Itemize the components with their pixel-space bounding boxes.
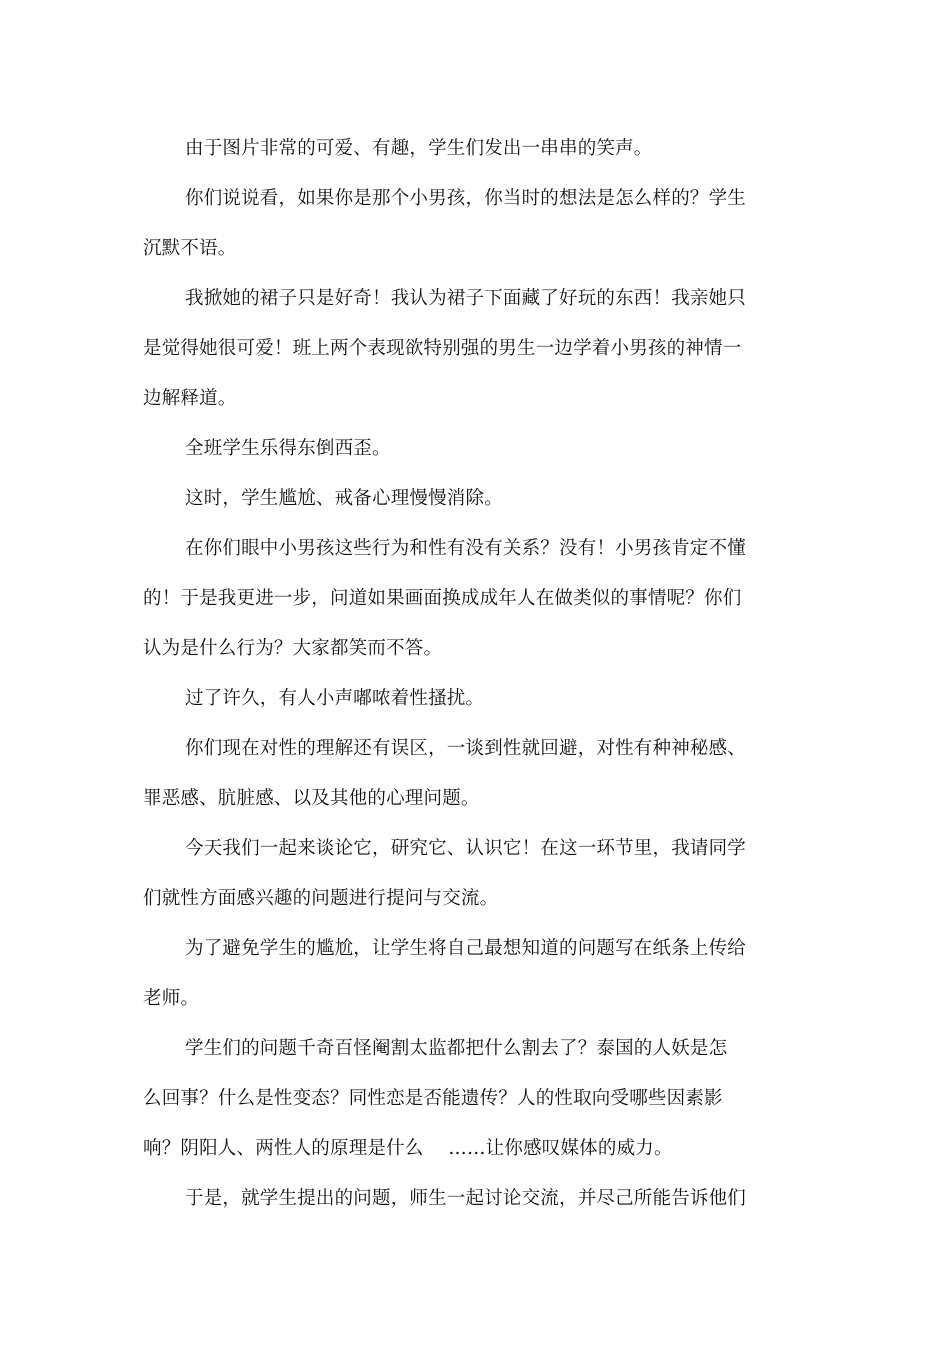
paragraph-line: 你们现在对性的理解还有误区，一谈到性就回避，对性有种神秘感、	[185, 738, 747, 759]
paragraph-line: 们就性方面感兴趣的问题进行提问与交流。	[143, 888, 499, 909]
paragraph-line: 于是，就学生提出的问题，师生一起讨论交流，并尽己所能告诉他们	[185, 1188, 747, 1209]
document-body	[143, 124, 755, 1224]
paragraph-line: 由于图片非常的可爱、有趣，学生们发出一串串的笑声。	[185, 138, 653, 159]
paragraph-line: 学生们的问题千奇百怪阉割太监都把什么割去了？泰国的人妖是怎	[185, 1038, 728, 1059]
paragraph-line: 老师。	[143, 988, 200, 1009]
paragraph-line: 今天我们一起来谈论它，研究它、认识它！在这一环节里，我请同学	[185, 838, 747, 859]
paragraph-line: 我掀她的裙子只是好奇！我认为裙子下面藏了好玩的东西！我亲她只	[185, 288, 747, 309]
paragraph-line: 么回事？什么是性变态？同性恋是否能遗传？人的性取向受哪些因素影	[143, 1088, 723, 1109]
paragraph-line: 沉默不语。	[143, 238, 237, 259]
paragraph-line: 响？阴阳人、两性人的原理是什么 ……让你感叹媒体的威力。	[143, 1138, 673, 1159]
paragraph-line: 这时，学生尴尬、戒备心理慢慢消除。	[185, 488, 503, 509]
paragraph-line: 边解释道。	[143, 388, 237, 409]
paragraph-line: 在你们眼中小男孩这些行为和性有没有关系？没有！小男孩肯定不懂	[185, 538, 747, 559]
paragraph-line: 罪恶感、肮脏感、以及其他的心理问题。	[143, 788, 480, 809]
paragraph-line: 过了许久，有人小声嘟哝着性搔扰。	[185, 688, 485, 709]
paragraph-line: 全班学生乐得东倒西歪。	[185, 438, 391, 459]
paragraph-line: 认为是什么行为？大家都笑而不答。	[143, 638, 443, 659]
paragraph-line: 为了避免学生的尴尬，让学生将自己最想知道的问题写在纸条上传给	[185, 938, 747, 959]
paragraph-line: 你们说说看，如果你是那个小男孩，你当时的想法是怎么样的？学生	[185, 188, 747, 209]
paragraph-line: 的！于是我更进一步，问道如果画面换成成年人在做类似的事情呢？你们	[143, 588, 742, 609]
paragraph-line: 是觉得她很可爱！班上两个表现欲特别强的男生一边学着小男孩的神情一	[143, 338, 742, 359]
